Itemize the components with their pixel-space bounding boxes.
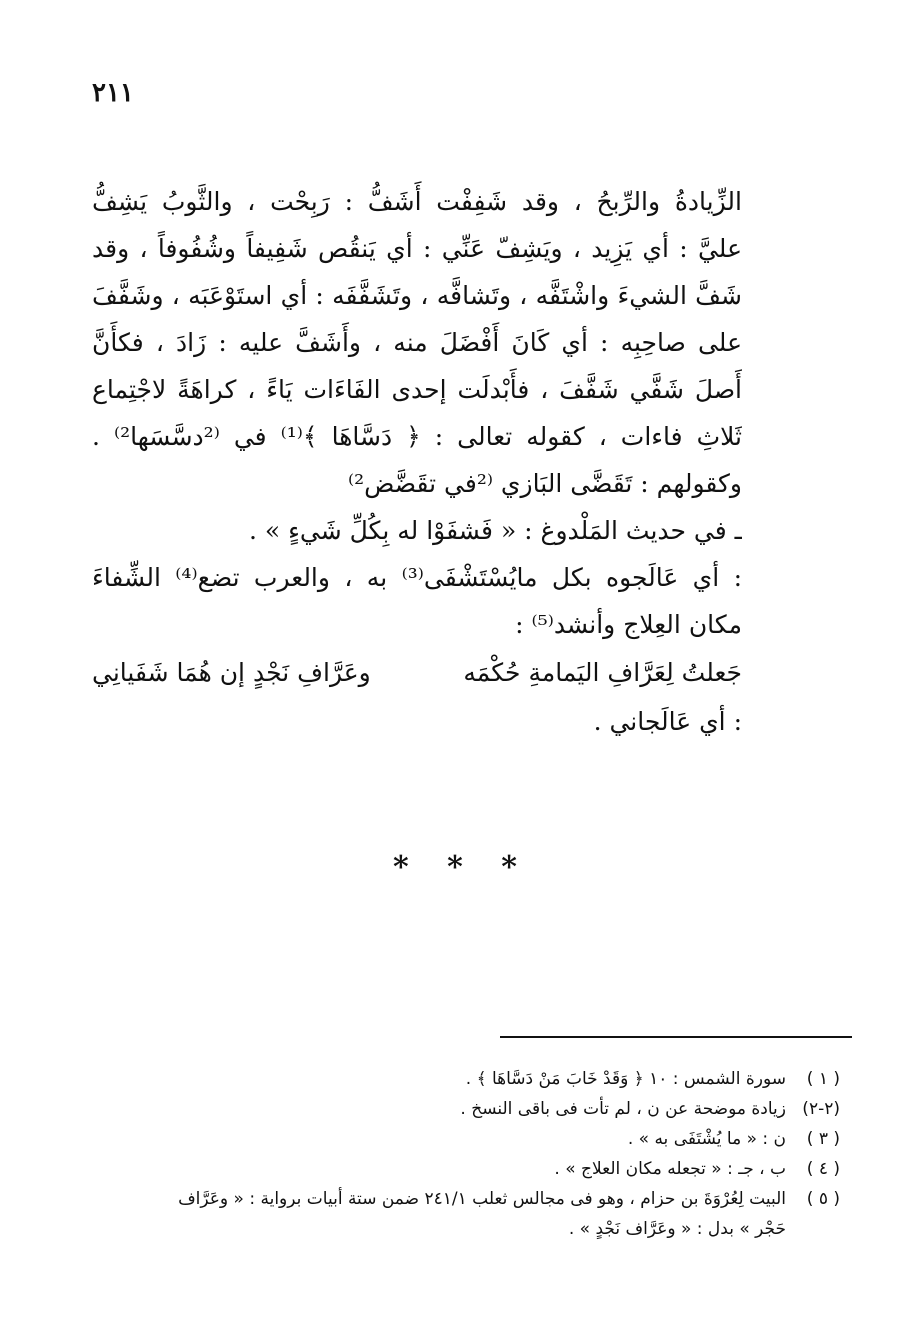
footnote-text: البيت لِعُرْوَةَ بن حزام ، وهو فى مجالس ثعلب ٢٤١/١ ضمن ستة أبيات برواية : « وعَرَّاف [178,1189,786,1209]
text-line: مكان العِلاج وأنشد⁽⁵⁾ : [515,610,742,639]
footnote-item [80,1094,840,1124]
footnote-divider [500,1036,852,1038]
footnote-number: ( ١ ) [806,1069,840,1089]
footnote-item [80,1154,840,1184]
footnote-number: ( ٥ ) [806,1189,840,1209]
footnote-text: ن : « ما يُشْتَفَى به » . [627,1129,786,1149]
text-line: شَفَّ الشيءَ واشْتَفَّه ، وتَشافَّه ، وتَشَفَّفَه : أي استَوْعَبَه ، وشَفَّفَ [92,281,742,310]
poetry-verse [92,648,742,698]
text-line: عليَّ : أي يَزِيد ، ويَشِفّ عَنِّي : أي يَنقُص شَفِيفاً وشُفُوفاً ، وقد [92,234,742,263]
verse-second-hemistich: وعَرَّافِ نَجْدٍ إن هُمَا شَفَيانِي [92,658,371,687]
footnotes [80,1064,840,1244]
footnote-item [80,1064,840,1094]
text-line: : أي عَالَجاني . [593,707,742,736]
text-line: ـ في حديث المَلْدوغ : « فَشفَوْا له بِكُلِّ شَيءٍ » . [249,516,742,545]
footnote-number: ( ٤ ) [806,1159,840,1179]
text-line: : أي عَالَجوه بكل مايُسْتَشْفَى⁽³⁾ به ، والعرب تضع⁽⁴⁾ الشِّفاءَ [92,563,742,592]
footnote-number: (٢-٢) [802,1099,840,1119]
text-line: الزِّيادةُ والرِّبحُ ، وقد شَفِفْت أَشَفُّ : رَبِحْت ، والثَّوبُ يَشِفُّ [92,187,742,216]
footnote-text: سورة الشمس : ١٠ ﴿ وَقَدْ خَابَ مَنْ دَسَّاهَا ﴾ . [465,1069,786,1089]
text-line: وكقولهم : تَقَضَّى البَازي ⁽²في تقَضَّض²⁾ [347,469,742,498]
section-ornament: * * * [393,850,531,885]
main-text [92,178,742,745]
footnote-text: زيادة موضحة عن ن ، لم تأت فى باقى النسخ . [460,1099,786,1119]
text-line: أَصلَ شَفَّي شَفَّفَ ، فأَبْدلَت إحدى الفَاءَات يَاءً ، كراهَةً لاجْتِماع [92,375,742,404]
verse-first-hemistich: جَعلتُ لِعَرَّافِ اليَمامةِ حُكْمَه [463,658,742,687]
text-line: ثَلاثِ فاءات ، كقوله تعالى : ﴿ دَسَّاهَا ﴾⁽¹⁾ في ⁽²دسَّسَها²⁾ . [92,422,742,451]
text-line: على صاحِبِه : أي كَانَ أَفْضَلَ منه ، وأَشَفَّ عليه : زَادَ ، فكأَنَّ [92,328,742,357]
footnote-item [80,1184,840,1214]
footnote-continuation: حَجْر » بدل : « وعَرَّاف نَجْدٍ » . [568,1219,786,1239]
footnote-number: ( ٣ ) [806,1129,840,1149]
page-number: ٢١١ [92,78,134,108]
footnote-item [80,1124,840,1154]
footnote-text: ب ، جـ : « تجعله مكان العلاج » . [554,1159,786,1179]
